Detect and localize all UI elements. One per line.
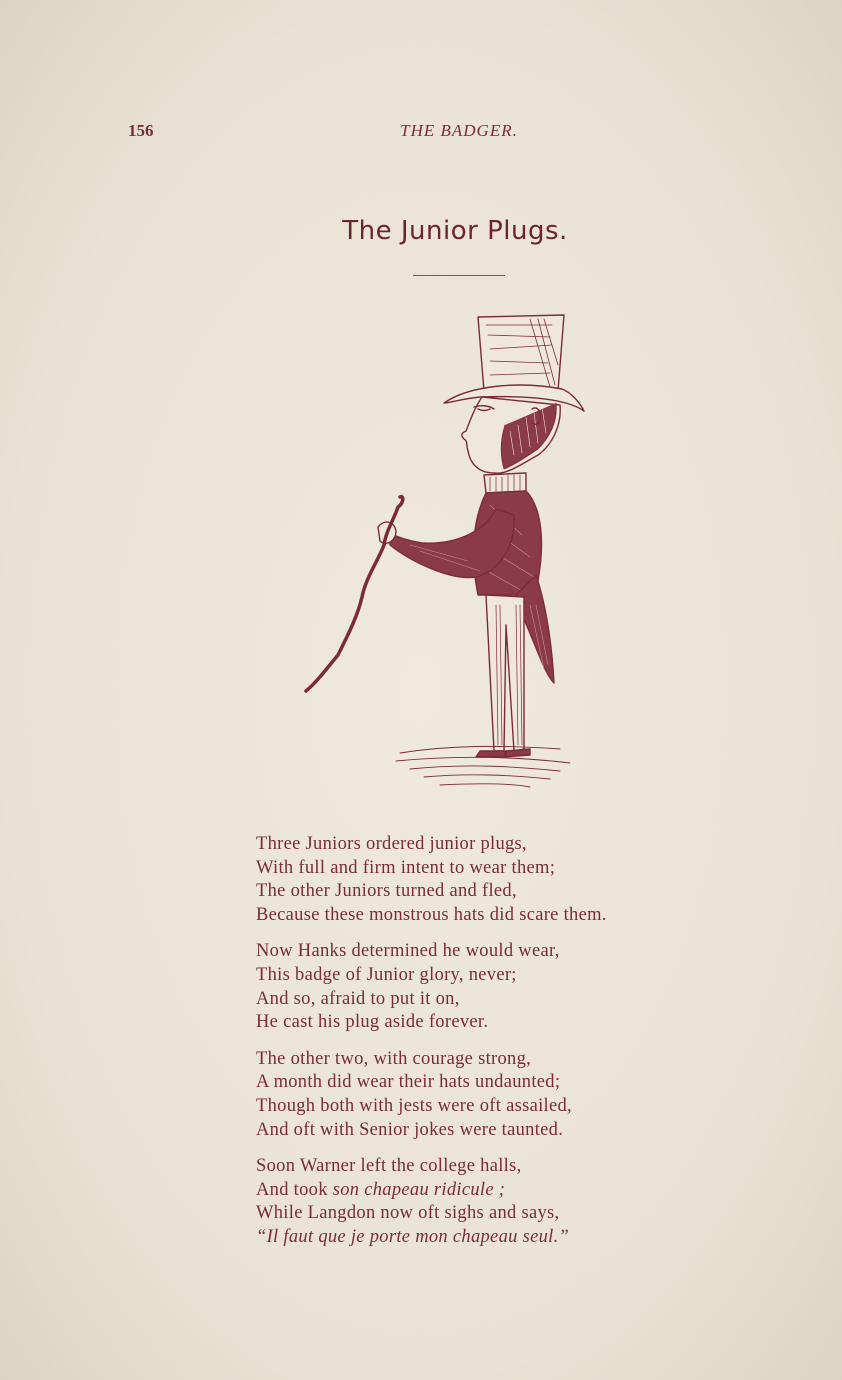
page-title: The Junior Plugs.: [342, 216, 568, 246]
cane: [306, 497, 403, 691]
poem-italic-text: son chapeau ridicule ;: [332, 1179, 506, 1200]
legs: [486, 595, 524, 751]
poem-line: And oft with Senior jokes were taunted.: [256, 1119, 564, 1140]
title-rule: [413, 275, 505, 276]
page-number: 156: [128, 121, 154, 140]
poem-text: And took: [256, 1179, 333, 1200]
stanza-4: [256, 1155, 607, 1249]
poem-line: While Langdon now oft sighs and says,: [256, 1203, 560, 1224]
poem-line: The other two, with courage strong,: [256, 1048, 532, 1069]
poem-line: “Il faut que je porte mon chapeau seul.”: [256, 1226, 570, 1247]
arm: [390, 509, 514, 578]
poem-line: [256, 1179, 607, 1203]
poem-line: Though both with jests were oft assailed,: [256, 1095, 572, 1116]
poem-line: Now Hanks determined he would wear,: [256, 941, 560, 962]
poem-line: He cast his plug aside forever.: [256, 1012, 489, 1033]
poem-line: Because these monstrous hats did scare them.: [256, 904, 607, 925]
poem-line: The other Juniors turned and fled,: [256, 881, 517, 902]
poem-line: A month did wear their hats undaunted;: [256, 1072, 561, 1093]
stanza-1: [256, 833, 607, 927]
stanza-2: [256, 940, 607, 1034]
poem-line: And so, afraid to put it on,: [256, 988, 460, 1009]
poem-line: This badge of Junior glory, never;: [256, 964, 517, 985]
stanza-3: [256, 1048, 607, 1142]
poem-line: Soon Warner left the college halls,: [256, 1156, 522, 1177]
poem-line: Three Juniors ordered junior plugs,: [256, 834, 527, 854]
running-head: THE BADGER.: [400, 121, 518, 140]
poem-line: With full and firm intent to wear them;: [256, 857, 556, 878]
poem: [256, 833, 607, 1263]
man-in-top-hat-illustration: [300, 305, 600, 795]
top-hat: [478, 315, 564, 391]
